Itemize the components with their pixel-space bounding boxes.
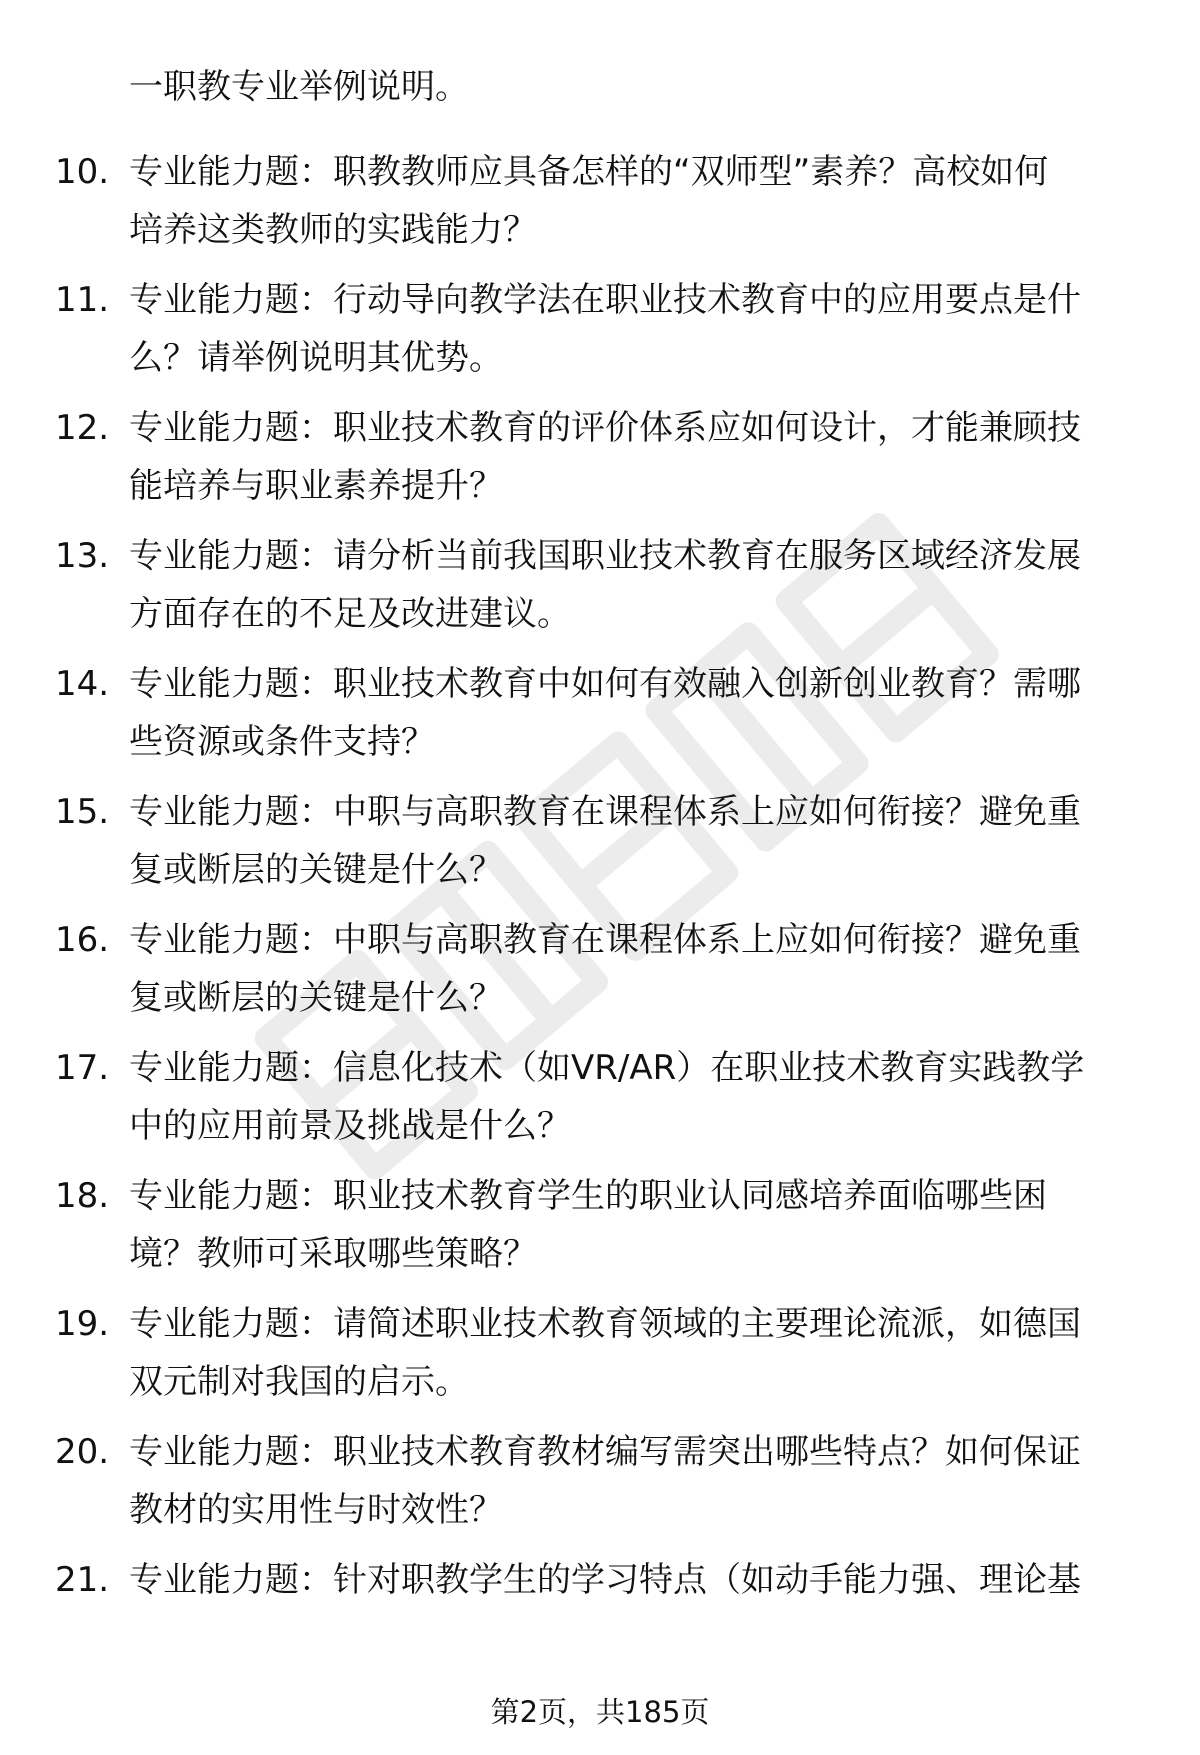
- question-line: 专业能力题：针对职教学生的学习特点（如动手能力强、理论基: [129, 1560, 1081, 1600]
- question-item: [0, 1295, 1200, 1423]
- question-line: 专业能力题：信息化技术（如VR/AR）在职业技术教育实践教学: [129, 1048, 1085, 1088]
- question-text: [129, 399, 1149, 515]
- question-item: [0, 527, 1200, 655]
- question-text: [129, 655, 1149, 771]
- question-number: 20.: [55, 1432, 110, 1472]
- question-line: 培养这类教师的实践能力？: [129, 210, 537, 250]
- question-number: 11.: [55, 280, 110, 320]
- page-footer: 第2页，共185页: [490, 1695, 710, 1729]
- question-text: [129, 271, 1149, 387]
- question-number: 13.: [55, 536, 110, 576]
- continuation-line: 一职教专业举例说明。: [129, 67, 469, 107]
- question-line: 境？教师可采取哪些策略？: [129, 1234, 537, 1274]
- question-number: 16.: [55, 920, 110, 960]
- question-item: [0, 1423, 1200, 1551]
- question-list: [0, 143, 1200, 1679]
- question-text: [129, 1423, 1149, 1539]
- question-line: 专业能力题：中职与高职教育在课程体系上应如何衔接？避免重: [129, 792, 1081, 832]
- question-line: 专业能力题：职教教师应具备怎样的“双师型”素养？高校如何: [129, 152, 1049, 192]
- question-number: 17.: [55, 1048, 110, 1088]
- question-line: 专业能力题：请简述职业技术教育领域的主要理论流派，如德国: [129, 1304, 1081, 1344]
- question-line: 双元制对我国的启示。: [129, 1362, 469, 1402]
- question-text: [129, 143, 1149, 259]
- question-item: [0, 911, 1200, 1039]
- question-line: 方面存在的不足及改进建议。: [129, 594, 571, 634]
- question-number: 12.: [55, 408, 110, 448]
- question-line: 复或断层的关键是什么？: [129, 850, 503, 890]
- question-text: [129, 1295, 1149, 1411]
- question-number: 15.: [55, 792, 110, 832]
- question-text: [129, 1551, 1149, 1609]
- question-line: 专业能力题：职业技术教育学生的职业认同感培养面临哪些困: [129, 1176, 1047, 1216]
- question-item: [0, 1039, 1200, 1167]
- question-line: 专业能力题：中职与高职教育在课程体系上应如何衔接？避免重: [129, 920, 1081, 960]
- question-text: [129, 1039, 1149, 1155]
- question-number: 19.: [55, 1304, 110, 1344]
- question-number: 10.: [55, 152, 110, 192]
- question-item: [0, 655, 1200, 783]
- question-line: 专业能力题：请分析当前我国职业技术教育在服务区域经济发展: [129, 536, 1081, 576]
- question-line: 中的应用前景及挑战是什么？: [129, 1106, 571, 1146]
- question-line: 专业能力题：职业技术教育教材编写需突出哪些特点？如何保证: [129, 1432, 1081, 1472]
- question-item: [0, 783, 1200, 911]
- question-line: 专业能力题：职业技术教育中如何有效融入创新创业教育？需哪: [129, 664, 1081, 704]
- question-number: 18.: [55, 1176, 110, 1216]
- question-text: [129, 527, 1149, 643]
- question-line: 么？请举例说明其优势。: [129, 338, 503, 378]
- question-number: 14.: [55, 664, 110, 704]
- question-item: [0, 271, 1200, 399]
- question-item: [0, 399, 1200, 527]
- question-line: 专业能力题：职业技术教育的评价体系应如何设计，才能兼顾技: [129, 408, 1081, 448]
- question-line: 些资源或条件支持？: [129, 722, 435, 762]
- question-line: 复或断层的关键是什么？: [129, 978, 503, 1018]
- question-text: [129, 1167, 1149, 1283]
- question-line: 教材的实用性与时效性？: [129, 1490, 503, 1530]
- question-item: [0, 1167, 1200, 1295]
- question-item: [0, 143, 1200, 271]
- question-number: 21.: [55, 1560, 110, 1600]
- question-line: 专业能力题：行动导向教学法在职业技术教育中的应用要点是什: [129, 280, 1081, 320]
- question-item: [0, 1551, 1200, 1679]
- question-text: [129, 911, 1149, 1027]
- question-text: [129, 783, 1149, 899]
- question-line: 能培养与职业素养提升？: [129, 466, 503, 506]
